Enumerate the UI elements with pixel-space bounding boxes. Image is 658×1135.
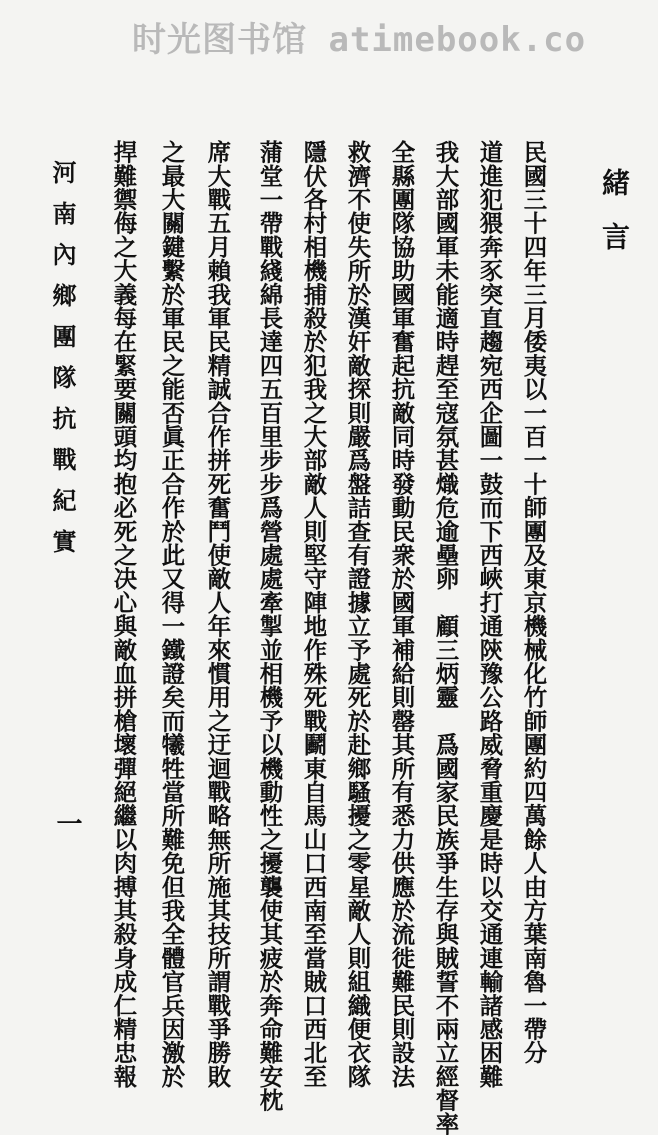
text-column: 民國三十四年三月倭夷以一百一十師團及東京機械化竹師團約四萬餘人由方葉南魯一帶分 — [519, 140, 548, 1065]
text-column: 之最大關鍵繫於軍民之能否眞正合作於此又得一鐵證矣而犧牲當所難免但我全體官兵因激於 — [157, 140, 186, 1088]
page-number: 一 — [52, 810, 82, 836]
text-column: 我大部國軍未能適時趕至寇氛甚熾危逾壘卵 顧三炳靈 爲國家民族爭生存與賊誓不兩立經督率 — [431, 140, 460, 1135]
text-column: 隱伏各村相機捕殺於犯我之大部敵人則堅守陣地作殊死戰鬬東自馬山口西南至當賊口西北至 — [299, 140, 328, 1088]
text-column: 道進犯猥奔豕突直趨宛西企圖一鼓而下西峽打通陝豫公路威脅重慶是時以交通連輸諸感困難 — [475, 140, 504, 1088]
section-title: 緒言 — [598, 168, 631, 276]
text-column: 全縣團隊協助國軍奮起抗敵同時發動民衆於國軍補給則罄其所有悉力供應於流徙難民則設法 — [387, 140, 416, 1088]
text-column: 捍難禦侮之大義每在緊要關頭均抱必死之决心與敵血拼槍壞彈絕繼以肉搏其殺身成仁精忠報 — [109, 140, 138, 1088]
text-column: 救濟不使失所於漢奸敵探則嚴爲盤詰查有證據立予處死於赴鄉騷擾之零星敵人則組織便衣隊 — [343, 140, 372, 1088]
watermark-text: 时光图书馆 atimebook.co — [132, 20, 587, 60]
book-title-margin: 河南內鄉團隊抗戰紀實 — [48, 160, 77, 570]
text-column: 席大戰五月賴我軍民精誠合作拼死奮鬥使敵人年來慣用之迂迴戰略無所施其技所謂戰爭勝敗 — [203, 140, 232, 1088]
text-column: 蒲堂一帶戰綫綿長達四五百里步步爲營處處牽掣並相機予以機動性之擾襲使其疲於奔命難安枕 — [255, 140, 284, 1112]
